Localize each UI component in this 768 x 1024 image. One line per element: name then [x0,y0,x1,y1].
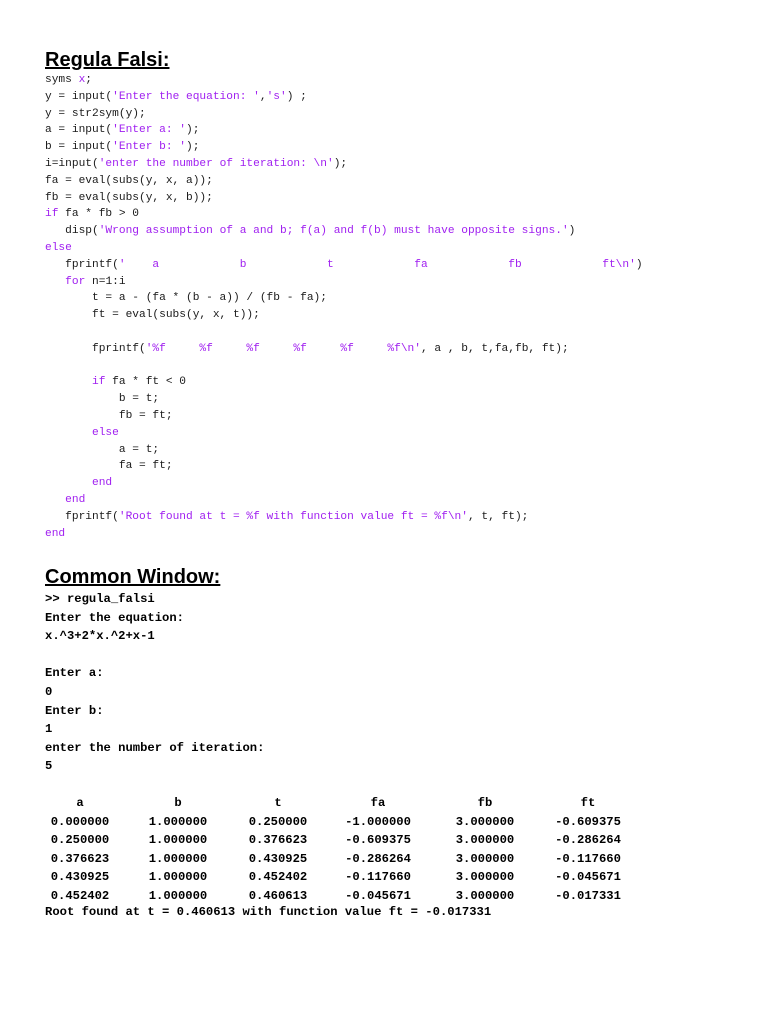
table-cell: 1.000000 [148,888,208,903]
table-cell: 0.460613 [248,888,308,903]
code-line [45,223,745,240]
code-text: ft = eval(subs(y, x, t)); [45,309,260,322]
code-line [45,206,745,223]
code-text: ); [186,124,200,137]
code-text: b = t; [45,393,160,406]
code-line [45,358,745,375]
code-keyword: end [65,493,86,506]
code-line [45,492,745,509]
table-cell: 3.000000 [455,870,515,885]
table-cell: -0.609375 [555,814,621,829]
code-line [45,122,745,139]
table-cell: 0.452402 [50,888,110,903]
table-cell: 1.000000 [148,870,208,885]
table-cell: -0.286264 [555,833,621,848]
code-text: a = input( [45,124,113,137]
code-line [45,240,745,257]
code-text: ) [568,225,576,238]
column-header: b [174,796,182,810]
console-line: enter the number of iteration: [45,740,265,755]
code-string: 's' [266,90,287,103]
table-cell: -1.000000 [345,814,411,829]
code-line [45,374,745,391]
table-row [45,850,685,869]
code-text: ) [635,258,643,271]
table-cell: 0.452402 [248,870,308,885]
iteration-table [45,794,685,906]
code-text [45,477,92,489]
console-line: 1 [45,722,53,737]
table-cell: 3.000000 [455,851,515,866]
code-line [45,190,745,207]
section-title-regula-falsi: Regula Falsi: [45,49,170,71]
code-line [45,324,745,341]
code-text: fb = eval(subs(y, x, b)); [45,191,213,204]
result-line: Root found at t = 0.460613 with function value ft = -0.017331 [45,905,492,919]
code-keyword: end [45,527,66,540]
table-cell: 3.000000 [455,888,515,903]
code-string: '%f %f %f %f %f %f\n' [145,342,421,355]
code-text: disp( [45,225,99,238]
table-cell: 3.000000 [455,833,515,848]
code-text: y = str2sym(y); [45,107,146,120]
code-text: b = input( [45,141,113,154]
code-keyword: for [65,275,86,288]
code-line [45,391,745,408]
table-row [45,813,685,832]
code-text: a = t; [45,443,160,456]
table-row [45,831,685,850]
section-title-common-window: Common Window: [45,566,221,588]
code-line [45,475,745,492]
code-text: fb = ft; [45,409,173,422]
code-line [45,307,745,324]
console-line: Enter a: [45,666,104,681]
code-string: 'Root found at t = %f with function value ft = %f\n' [118,510,468,523]
code-line [45,458,745,475]
code-text: ) ; [286,90,307,103]
console-line: Enter b: [45,703,104,718]
table-cell: 0.250000 [248,814,308,829]
code-text [45,276,65,288]
code-text: t = a - (fa * (b - a)) / (fb - fa); [45,292,327,305]
table-cell: 0.430925 [248,851,308,866]
code-keyword: if [45,208,59,221]
table-cell: 0.250000 [50,833,110,848]
code-text: fa * ft < 0 [105,376,187,389]
code-text: fa * fb > 0 [58,208,140,221]
code-line [45,442,745,459]
code-keyword: else [92,426,119,439]
code-text: syms [45,74,79,86]
table-cell: 1.000000 [148,814,208,829]
code-text [45,376,92,388]
code-text: ); [186,141,200,154]
table-header-row [45,794,685,813]
table-cell: -0.117660 [555,851,621,866]
code-text: ; [85,74,93,86]
code-string: 'Enter the equation: ' [112,90,260,103]
code-text: fa = eval(subs(y, x, a)); [45,174,213,187]
code-line [45,509,745,526]
code-line [45,408,745,425]
table-cell: -0.017331 [555,888,621,903]
table-cell: -0.045671 [555,870,621,885]
code-string: 'Wrong assumption of a and b; f(a) and f(b) must have opposite signs.' [98,225,569,238]
console-line [45,646,745,665]
table-cell: 1.000000 [148,851,208,866]
code-line [45,72,745,89]
code-line [45,257,745,274]
code-line [45,290,745,307]
table-row [45,868,685,887]
code-text: ); [333,157,348,170]
code-text: , [259,90,267,103]
code-line [45,274,745,291]
code-line [45,173,745,190]
code-line [45,341,745,358]
table-cell: -0.117660 [345,870,411,885]
code-string: ' a b t fa fb ft\n' [118,258,636,271]
console-line: 0 [45,684,53,699]
table-cell: 0.430925 [50,870,110,885]
table-cell: 0.000000 [50,814,110,829]
console-line: Enter the equation: [45,610,184,625]
column-header: t [274,796,282,810]
code-string: 'enter the number of iteration: \n' [98,157,334,170]
table-cell: 3.000000 [455,814,515,829]
code-line [45,526,745,543]
code-text: fprintf( [45,258,119,271]
code-line [45,139,745,156]
table-cell: -0.286264 [345,851,411,866]
console-line: >> regula_falsi [45,592,155,606]
code-text: fa = ft; [45,460,173,473]
code-text: n=1:i [85,275,126,288]
code-line [45,89,745,106]
code-text: y = input( [45,90,113,103]
code-listing [45,72,745,542]
code-keyword: else [45,241,72,254]
table-cell: 0.376623 [248,833,308,848]
code-text [45,494,65,506]
code-text: fprintf( [45,510,119,523]
table-cell: 0.376623 [50,851,110,866]
table-row [45,887,685,906]
table-cell: 1.000000 [148,833,208,848]
console-output [45,590,745,776]
column-header: ft [580,796,596,810]
code-string: 'Enter a: ' [112,124,186,137]
code-keyword: x [78,74,86,86]
code-text: , t, ft); [467,510,529,523]
table-cell: -0.609375 [345,833,411,848]
table-cell: -0.045671 [345,888,411,903]
column-header: fb [477,796,493,810]
code-keyword: end [92,477,113,490]
code-text: , a , b, t,fa,fb, ft); [420,342,569,355]
code-line [45,156,745,173]
code-text: i=input( [45,157,99,170]
code-keyword: if [92,376,106,389]
console-line: 5 [45,759,53,774]
code-line [45,425,745,442]
column-header: fa [370,796,386,810]
console-line: x.^3+2*x.^2+x-1 [45,629,155,644]
code-text: fprintf( [45,342,146,355]
column-header: a [76,796,84,810]
code-text [45,427,92,439]
code-line [45,106,745,123]
code-string: 'Enter b: ' [112,141,186,154]
